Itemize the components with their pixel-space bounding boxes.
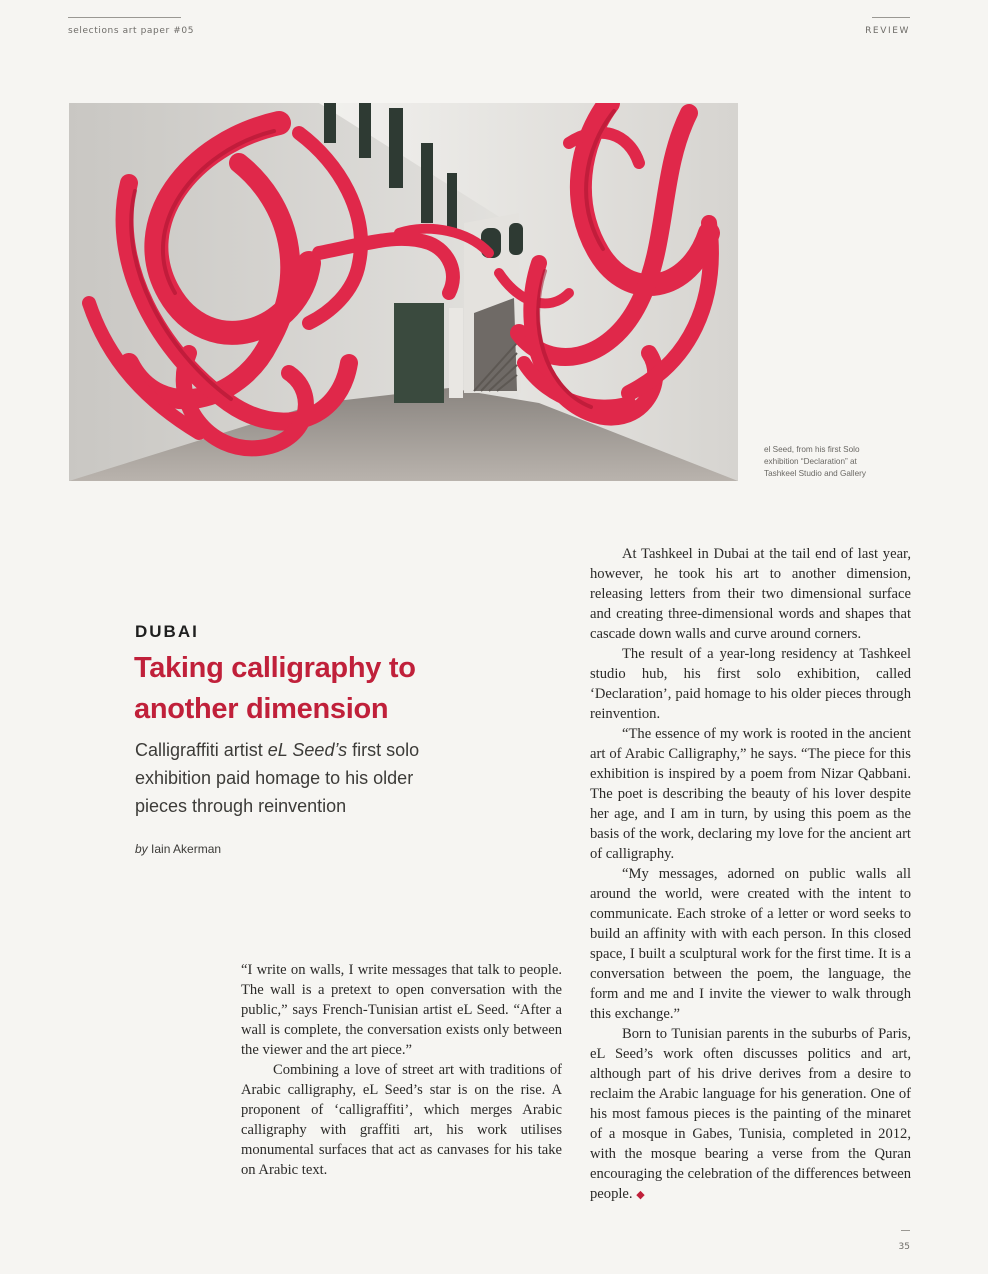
- exhibition-photo: [69, 103, 738, 481]
- header-rule-right: [872, 17, 910, 18]
- body-paragraph: Combining a love of street art with traditions of Arabic calligraphy, eL Seed’s star is on the rise. A proponent of ‘calligraffiti’, which merges Arabic calligraphy with graffiti art, his work utilises monumental surfaces that act as canvases for his take on Arabic text.: [241, 1062, 562, 1178]
- body-paragraph-last: [590, 1024, 911, 1205]
- body-column-right: [590, 544, 911, 1205]
- section-label: REVIEW: [865, 26, 910, 36]
- sculpture-illustration: [69, 103, 738, 481]
- publication-name: selections art paper #05: [68, 26, 195, 36]
- caption-line: el Seed, from his first Solo: [764, 445, 860, 454]
- body-paragraph: “The essence of my work is rooted in the ancient art of Arabic Calligraphy,” he says. “The piece for this exhibition is inspired by a poem from Nizar Qabbani. The poet is describing the beauty of his lover despite her age, and I am in turn, by using this poem as the basis of the work, declaring my love for the ancient art of calligraphy.: [590, 726, 911, 862]
- dek-text: first solo exhibition paid homage to his older pieces through reinvention: [135, 740, 420, 816]
- header-rule-left: [68, 17, 181, 18]
- folio-rule: [901, 1230, 910, 1231]
- location-kicker: DUBAI: [135, 622, 199, 641]
- page-number: 35: [898, 1242, 910, 1252]
- article-title: [134, 648, 454, 730]
- caption-line: exhibition “Declaration” at: [764, 457, 857, 466]
- body-paragraph: The result of a year-long residency at Tashkeel studio hub, his first solo exhibition, called ‘Declaration’, paid homage to his older pieces through reinvention.: [590, 646, 911, 722]
- end-mark-icon: ◆: [636, 1189, 645, 1201]
- byline-prefix: by: [135, 842, 148, 856]
- body-column-left: [241, 960, 562, 1180]
- byline: [135, 842, 221, 856]
- body-paragraph: At Tashkeel in Dubai at the tail end of last year, however, he took his art to another dimension, releasing letters from their two dimensional surface and creating three-dimensional words and shapes that cascade down walls and curve around corners.: [590, 546, 911, 642]
- body-paragraph: “I write on walls, I write messages that talk to people. The wall is a pretext to open conversation with the public,” says French-Tunisian artist eL Seed. “After a wall is complete, the conversation exists only between the viewer and the art piece.”: [241, 962, 562, 1058]
- photo-caption: [764, 444, 874, 480]
- artist-name: eL Seed’s: [267, 740, 348, 760]
- byline-author: Iain Akerman: [151, 842, 222, 856]
- body-paragraph: “My messages, adorned on public walls all around the world, were created with the intent to communicate. Each stroke of a letter or word seeks to build an affinity with with each person. In this closed space, I built a sculptural work for the first time. It is a conversation between the poem, the language, the form and me and I invite the viewer to walk through this exchange.”: [590, 866, 911, 1022]
- title-line: another dimension: [134, 693, 389, 725]
- title-line: Taking calligraphy to: [134, 652, 416, 684]
- dek-text: Calligraffiti artist: [135, 740, 268, 760]
- caption-line: Tashkeel Studio and Gallery: [764, 469, 866, 478]
- body-paragraph-text: Born to Tunisian parents in the suburbs of Paris, eL Seed’s work often discusses politics and art, although part of his drive derives from a desire to reclaim the Arabic language for his generation. One of his most famous pieces is the painting of the minaret of a mosque in Gabes, Tunisia, completed in 2012, with the mosque bearing a verse from the Quran encouraging the celebration of the differences between people.: [590, 1026, 911, 1202]
- article-dek: [135, 736, 435, 820]
